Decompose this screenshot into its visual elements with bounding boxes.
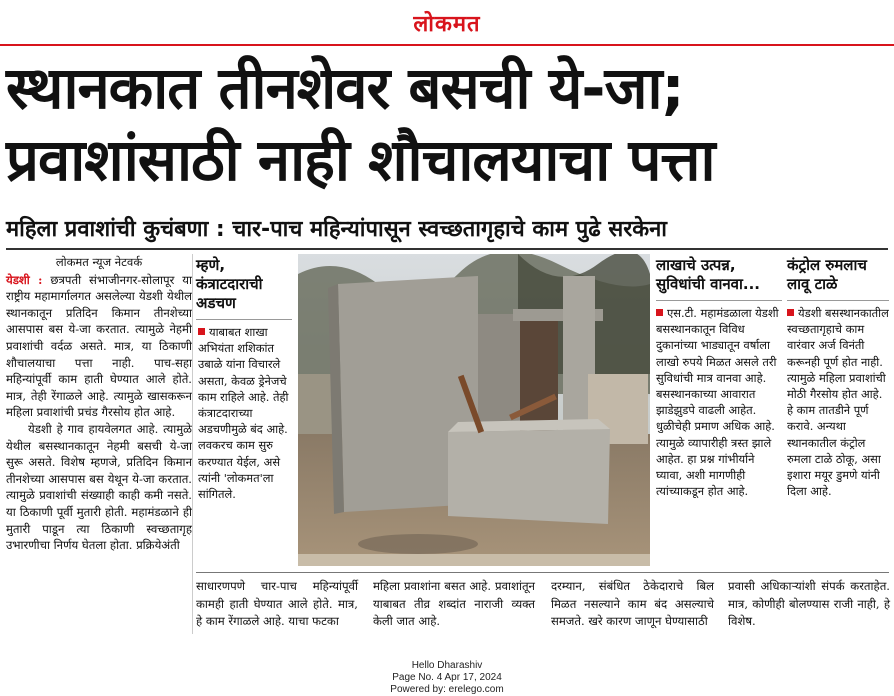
masthead-rule — [0, 44, 894, 46]
sidebar-box-revenue — [656, 256, 782, 499]
bullet-icon — [656, 309, 663, 316]
paragraph-1-text: छत्रपती संभाजीनगर-सोलापूर या राष्ट्रीय महामार्गालगत असलेल्या येडशी येथील स्थानकातून प्रतिदिन किमान तीनशेच्या आसपास बस ये-जा करतात. त्यामुळे नेहमी प्रवाशांची वर्दळ असते. मात्र, या ठिकाणी शौचालयाचा पत्ता नाही. पाच-सहा महिन्यांपूर्वी काम हाती घेण्यात आले होते. मात्र, तेही रेंगाळले आहे. त्यामुळे खासकरून महिला प्रवाशांची प्रचंड गैरसोय होत आहे. — [6, 272, 192, 420]
main-column — [6, 254, 192, 554]
bottom-column-1: साधारणपणे चार-पाच महिन्यांपूर्वी कामही हाती घेण्यात आले होते. मात्र, हे काम रेंगाळले आहे. याचा फटका — [196, 579, 358, 628]
box-body — [196, 319, 292, 502]
page-footer — [0, 660, 894, 696]
subheadline-rule — [6, 248, 888, 250]
sidebar-box-control-room — [787, 256, 889, 499]
column-divider — [192, 254, 193, 634]
paragraph-1 — [6, 272, 192, 421]
box-body-text: याबाबत शाखा अभियंता शशिकांत उबाळे यांना विचारले असता, केवळ ड्रेनेजचे काम राहिले आहे. तेही कंत्राटदाराच्या अडचणीमुळे बंद आहे. लवकरच काम सुरु करण्यात येईल, असे त्यांनी 'लोकमत'ला सांगितले. — [198, 325, 289, 502]
lokmat-logo: लोकमत — [413, 11, 481, 37]
box-body — [787, 300, 889, 499]
bullet-icon — [198, 328, 205, 335]
box-heading: म्हणे, कंत्राटदाराची अडचण — [196, 256, 263, 312]
sidebar-box-contractor — [196, 256, 292, 502]
bottom-column-2: महिला प्रवाशांना बसत आहे. प्रवाशांतून याबाबत तीव्र शब्दांत नाराजी व्यक्त केली जात आहे. — [373, 579, 535, 628]
box-heading: कंट्रोल रुमलाच लावू टाळे — [787, 256, 867, 293]
headline — [6, 52, 890, 196]
box-heading: लाखाचे उत्पन्न, सुविधांची वानवा... — [656, 256, 760, 293]
paragraph-2: येडशी हे गाव हायवेलगत आहे. त्यामुळे येथील बसस्थानकातून नेहमी बसची ये-जा सुरू असते. विशेष म्हणजे, प्रतिदिन किमान तीनशेच्या आसपास बस येथून ये-जा करतात. त्यामुळे प्रवाशांची संख्याही काही कमी नसते. या ठिकाणी पूर्वी मुतारी होती. महामंडळाने ही मुतारी पाडून त्या ठिकाणी स्वच्छतागृह उभारणीचा निर्णय घेतला होता. प्रक्रियेअंती — [6, 421, 192, 553]
byline: लोकमत न्यूज नेटवर्क — [55, 255, 143, 269]
edition-name: Hello Dharashiv — [411, 660, 483, 671]
bullet-icon — [787, 309, 794, 316]
bottom-column-4: प्रवासी अधिकाऱ्यांशी संपर्क करताहेत. मात्र, कोणीही बोलण्यास राजी नाही, हे विशेष. — [728, 579, 890, 628]
dateline: येडशी : — [6, 272, 43, 287]
masthead — [0, 0, 894, 44]
headline-line-2: प्रवाशांसाठी नाही शौचालयाचा पत्ता — [6, 126, 715, 194]
bottom-rule — [196, 572, 889, 573]
headline-line-1: स्थानकात तीनशेवर बसची ये-जा; — [6, 54, 684, 122]
powered-by: Powered by: erelego.com — [390, 684, 504, 695]
subheadline: महिला प्रवाशांची कुचंबणा : चार-पाच महिन्यांपासून स्वच्छतागृहाचे काम पुढे सरकेना — [6, 217, 667, 242]
bottom-column-3: दरम्यान, संबंधित ठेकेदाराचे बिल मिळत नसल्याने काम बंद असल्याचे समजते. खरे कारण जाणून घेण्यासाठी — [551, 579, 714, 628]
news-photo — [298, 254, 650, 566]
box-body-text: येडशी बसस्थानकातील स्वच्छतागृहाचे काम वारंवार अर्ज विनंती करूनही पूर्ण होत नाही. त्यामुळे महिला प्रवाशांची मोठी गैरसोय होत आहे. हे काम तातडीने पूर्ण करावे. अन्यथा स्थानकातील कंट्रोल रुमला टाळे ठोकू, असा इशारा मयूर डुमणे यांनी दिला आहे. — [787, 306, 889, 499]
box-body — [656, 300, 782, 499]
toilet-construction-photo — [298, 254, 650, 566]
box-body-text: एस.टी. महामंडळाला येडशी बसस्थानकातून विविध दुकानांच्या भाड्यातून वर्षाला लाखो रुपये मिळत असले तरी सुविधांची मात्र वानवा आहे. बसस्थानकाच्या आवारात झाडेझुडपे वाढली आहेत. धुळीचेही प्रमाण अधिक आहे. त्यामुळे व्यापारीही त्रस्त झाले आहेत. हा प्रश्न गांभीर्याने घ्यावा, अशी मागणीही त्यांच्याकडून होत आहे. — [656, 306, 779, 499]
page-info: Page No. 4 Apr 17, 2024 — [392, 672, 502, 683]
